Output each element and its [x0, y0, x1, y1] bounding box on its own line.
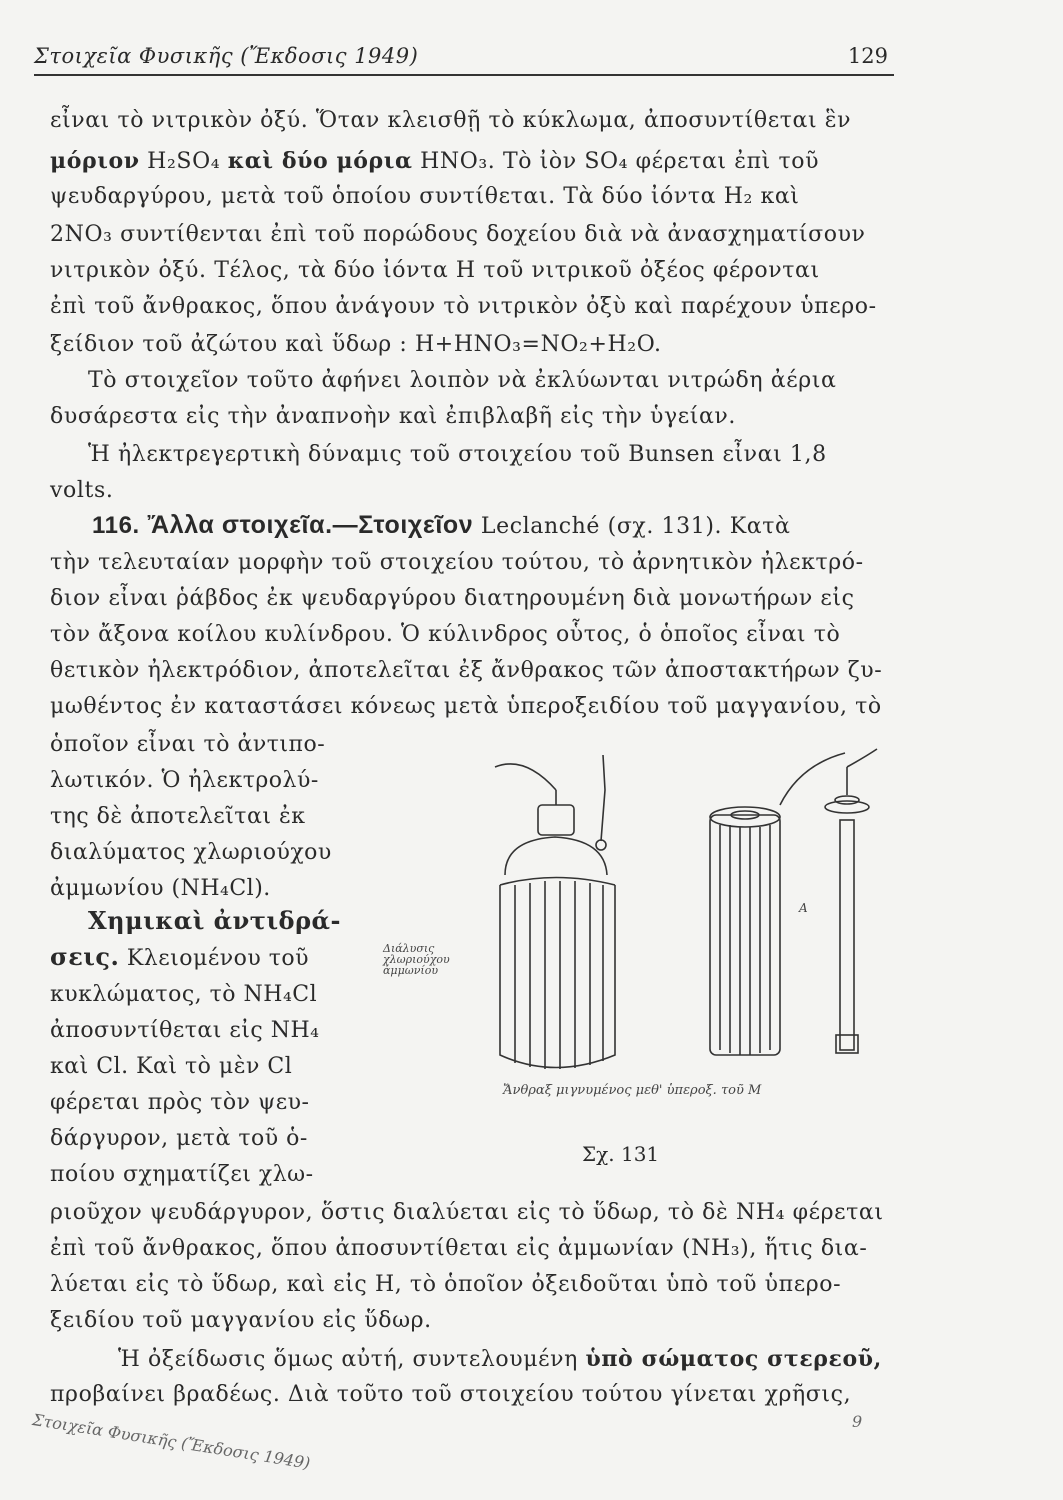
cylinder-wire	[780, 753, 845, 805]
text-line: ξείδιον τοῦ ἀζώτου καὶ ὕδωρ : H+HNO₃=NO₂+H₂O.	[50, 332, 662, 357]
page-number: 129	[847, 44, 888, 68]
bold-term: ὑπὸ σώματος στερεοῦ,	[585, 1346, 882, 1372]
text-line: ἀμμωνίου (NH₄Cl).	[50, 876, 271, 901]
text-line: ψευδαργύρου, μετὰ τοῦ ὁποίου συντίθεται. Τὰ δύο ἰόντα H₂ καὶ	[50, 184, 800, 209]
figure-label-solution	[383, 943, 450, 976]
text-line: καὶ Cl. Καὶ τὸ μὲν Cl	[50, 1054, 293, 1079]
text-line: Τὸ στοιχεῖον τοῦτο ἀφήνει λοιπὸν νὰ ἐκλύωνται νιτρώδη ἀέρια	[88, 368, 837, 393]
text-line: τὴν τελευταίαν μορφὴν τοῦ στοιχείου τούτου, τὸ ἀρνητικὸν ἠλεκτρό-	[50, 550, 864, 575]
text-line: volts.	[50, 478, 114, 503]
text-run: Leclanché (σχ. 131). Κατὰ	[473, 514, 791, 539]
text-line: τὸν ἄξονα κοίλου κυλίνδρου. Ὁ κύλινδρος οὗτος, ὁ ὁποῖος εἶναι τὸ	[50, 622, 841, 647]
text-line: δυσάρεστα εἰς τὴν ἀναπνοὴν καὶ ἐπιβλαβῆ εἰς τὴν ὑγείαν.	[50, 404, 736, 429]
jar-cap	[538, 805, 574, 835]
text-line: 2NO₃ συντίθενται ἐπὶ τοῦ πορώδους δοχείου διὰ νὰ ἀνασχηματίσουν	[50, 222, 866, 247]
text-run: Κλειομένου τοῦ	[119, 946, 309, 971]
zinc-rod	[840, 820, 854, 1050]
text-line: θετικὸν ἠλεκτρόδιον, ἀποτελεῖται ἐξ ἄνθρακος τῶν ἀποστακτήρων ζυ-	[50, 658, 883, 683]
right-wire	[601, 755, 605, 841]
figure-number: Σχ. 131	[582, 1142, 660, 1166]
text-line	[50, 146, 819, 177]
running-title: Στοιχεῖα Φυσικῆς (Ἔκδοσις 1949)	[34, 44, 419, 68]
text-line: φέρεται πρὸς τὸν ψευ-	[50, 1090, 310, 1115]
text-line: προβαίνει βραδέως. Διὰ τοῦτο τοῦ στοιχείου τούτου γίνεται χρῆσις,	[50, 1382, 852, 1407]
section-number: 116.	[92, 512, 140, 539]
text-line: εἶναι τὸ νιτρικὸν ὀξύ. Ὅταν κλεισθῇ τὸ κύκλωμα, ἀποσυντίθεται ἓν	[50, 108, 852, 133]
jar-body	[500, 885, 615, 1068]
running-header	[34, 40, 894, 76]
footer-signature-line: Στοιχεῖα Φυσικῆς (Ἔκδοσις 1949)	[31, 1410, 312, 1473]
text-line: νιτρικὸν ὀξύ. Τέλος, τὰ δύο ἰόντα H τοῦ νιτρικοῦ ὀξέος φέρονται	[50, 258, 820, 283]
text-line: ριοῦχον ψευδάργυρον, ὅστις διαλύεται εἰς τὸ ὕδωρ, τὸ δὲ NH₄ φέρεται	[50, 1200, 884, 1225]
text-line: διον εἶναι ῥάβδος ἐκ ψευδαργύρου διατηρουμένη διὰ μονωτήρων εἰς	[50, 586, 855, 611]
text-line: λωτικόν. Ὁ ἠλεκτρολύ-	[50, 768, 319, 793]
text-line: κυκλώματος, τὸ NH₄Cl	[50, 982, 318, 1007]
figure-caption: Ἄνθραξ μιγνυμένος μεθ' ὑπεροξ. τοῦ M	[503, 1083, 762, 1098]
subheading: σεις.	[50, 942, 120, 971]
signature-number: 9	[852, 1412, 863, 1431]
section-title: Ἄλλα στοιχεῖα.—Στοιχεῖον	[147, 511, 474, 539]
jar-shoulder	[505, 837, 607, 875]
section-heading	[92, 510, 790, 542]
figure-label-a: A	[799, 901, 808, 915]
text-run: Ἡ ὀξείδωσις ὅμως αὐτή, συντελουμένη	[118, 1347, 586, 1372]
text-line: ἐπὶ τοῦ ἄνθρακος, ὅπου ἀνάγουν τὸ νιτρικὸν ὀξὺ καὶ παρέχουν ὑπερο-	[50, 294, 877, 319]
figure-label-line: ἀμμωνίου	[383, 964, 439, 977]
text-line: δάργυρον, μετὰ τοῦ ὁ-	[50, 1126, 308, 1151]
figure-label-line: χλωριούχου	[383, 953, 450, 966]
bold-term: καὶ δύο μόρια	[227, 148, 413, 174]
text-line: ἐπὶ τοῦ ἄνθρακος, ὅπου ἀποσυντίθεται εἰς ἀμμωνίαν (NH₃), ἥτις δια-	[50, 1236, 868, 1261]
text-line: ξειδίου τοῦ μαγγανίου εἰς ὕδωρ.	[50, 1308, 432, 1333]
text-line: ὁποῖον εἶναι τὸ ἀντιπο-	[50, 732, 326, 757]
figure-drawing	[375, 745, 915, 1090]
text-run: HNO₃. Τὸ ἰὸν SO₄ φέρεται ἐπὶ τοῦ	[412, 149, 820, 174]
bold-term: μόριον	[50, 148, 140, 174]
formula: H₂SO₄	[139, 149, 228, 174]
text-line	[118, 1344, 882, 1375]
text-line: της δὲ ἀποτελεῖται ἐκ	[50, 804, 306, 829]
text-line	[50, 942, 309, 974]
leclanche-cell-figure	[375, 745, 915, 1098]
left-wire	[495, 764, 556, 790]
text-line: ἀποσυντίθεται εἰς NH₄	[50, 1018, 320, 1043]
text-line: διαλύματος χλωριούχου	[50, 840, 332, 865]
subheading: Χημικαὶ ἀντιδρά-	[88, 906, 341, 935]
text-line: λύεται εἰς τὸ ὕδωρ, καὶ εἰς H, τὸ ὁποῖον ὀξειδοῦται ὑπὸ τοῦ ὑπερο-	[50, 1272, 842, 1297]
text-line: Ἡ ἠλεκτρεγερτικὴ δύναμις τοῦ στοιχείου τοῦ Bunsen εἶναι 1,8	[88, 442, 827, 467]
text-line: ποίου σχηματίζει χλω-	[50, 1162, 314, 1187]
text-line: μωθέντος ἐν καταστάσει κόνεως μετὰ ὑπεροξειδίου τοῦ μαγγανίου, τὸ	[50, 694, 882, 719]
figure-label-line: Διάλυσις	[383, 942, 435, 955]
